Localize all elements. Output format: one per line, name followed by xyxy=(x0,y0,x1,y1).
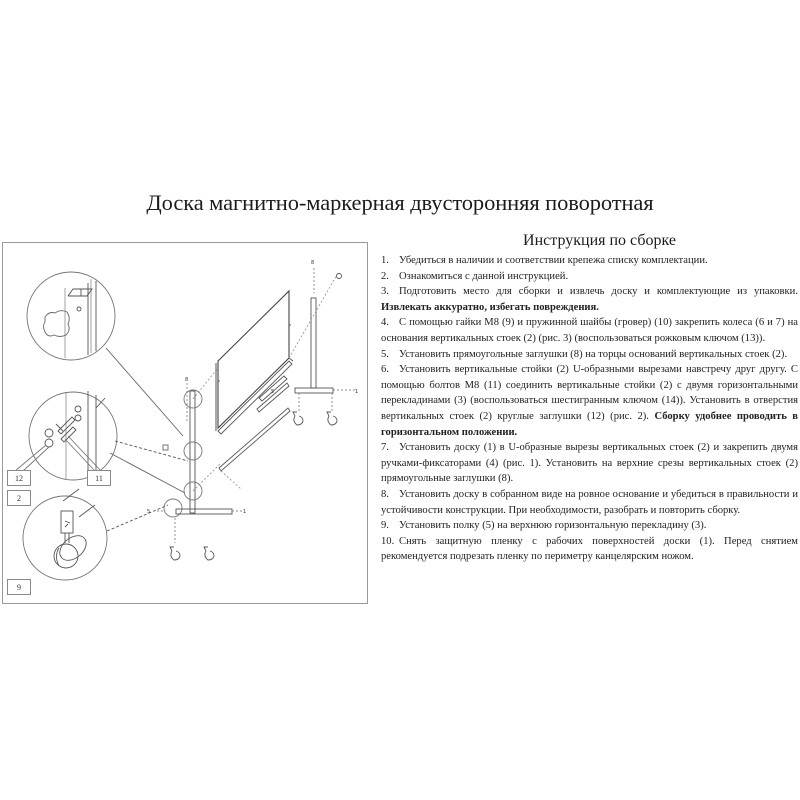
step-1: 1. Убедиться в наличии и соответствии крепежа списку комплектации. xyxy=(381,255,708,266)
assembly-instructions xyxy=(381,232,798,565)
step-8: 8. Установить доску в собранном виде на ровное основание и убедиться в правильности и устойчивости конструкции. При необходимости, разобрать и повторить сборку. xyxy=(381,488,798,516)
instructions-heading: Инструкция по сборке xyxy=(523,232,676,249)
callout-12: 12 xyxy=(7,470,31,486)
step-10: 10. Снять защитную пленку с рабочих поверхностей доски (1). Перед снятием рекомендуется подрезать пленку по периметру канцелярским ножом. xyxy=(381,535,798,563)
step-6: 6. Установить вертикальные стойки (2) U-образными вырезами навстречу друг другу. С помощью болтов М8 (11) соединить вертикальные стойки (2) с двумя горизонтальными перекладинами (3) (воспользоваться шестигранным ключом (14)). Установить в отверстия вертикальных стоек (2) круглые заглушки (12) (рис. 2). Сборку удобнее проводить в горизонтальном положении. xyxy=(381,364,799,438)
callout-9: 9 xyxy=(7,579,31,595)
assembly-drawing xyxy=(3,243,369,605)
whiteboard-panel xyxy=(216,291,293,434)
svg-text:1: 1 xyxy=(243,509,247,515)
step-5: 5. Установить прямоугольные заглушки (8) на торцы оснований вертикальных стоек (2). xyxy=(381,348,788,360)
svg-text:8: 8 xyxy=(311,260,315,266)
step-7: 7. Установить доску (1) в U-образные вырезы вертикальных стоек (2) и закрепить двумя ручками-фиксаторами (4) (рис. 1). Установить на верхние срезы вертикальных стоек (2) прямоугольные заглушки (8). xyxy=(381,442,798,485)
steps-list xyxy=(381,253,798,565)
callout-2: 2 xyxy=(7,490,31,506)
page-title: Доска магнитно-маркерная двусторонняя поворотная xyxy=(146,190,654,215)
assembly-diagram xyxy=(2,242,368,604)
svg-text:1: 1 xyxy=(355,389,359,395)
svg-text:5: 5 xyxy=(147,509,151,515)
right-stand xyxy=(289,268,355,425)
svg-text:8: 8 xyxy=(185,377,189,383)
step-2: 2. Ознакомиться с данной инструкцией. xyxy=(381,270,569,282)
step-3: 3. Подготовить место для сборки и извлечь доску и комплектующие из упаковки. Извлекать аккуратно, избегать повреждения. xyxy=(381,286,798,313)
detail-circle-bottom xyxy=(23,489,168,580)
step-6-note: Сборку удобнее проводить в горизонтальном положении. xyxy=(381,410,799,438)
svg-text:5: 5 xyxy=(271,389,275,395)
detail-circle-top xyxy=(27,272,183,436)
crossbars-and-shelf xyxy=(219,376,290,489)
step-3-warning: Извлекать аккуратно, избегать повреждения. xyxy=(381,301,599,313)
callout-11: 11 xyxy=(87,470,111,486)
step-4: 4. С помощью гайки М8 (9) и пружинной шайбы (гровер) (10) закрепить колеса (6 и 7) на основания вертикальных стоек (2) (рис. 3) (воспользоваться рожковым ключом (13)). xyxy=(381,317,798,344)
step-9: 9. Установить полку (5) на верхнюю горизонтальную перекладину (3). xyxy=(381,520,707,532)
